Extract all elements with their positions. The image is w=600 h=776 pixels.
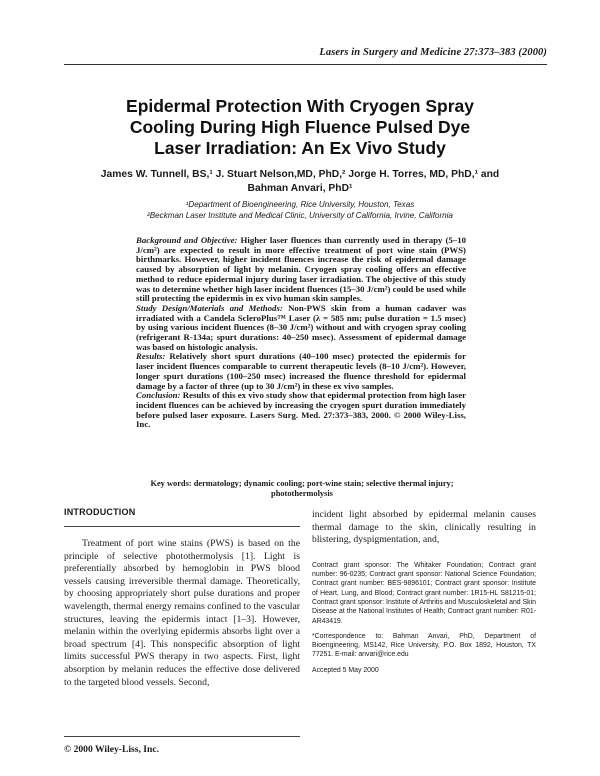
grant-footnote: Contract grant sponsor: The Whitaker Foundation; Contract grant number: 96-0235; Contract grant sponsor: National Science Foundation; Contract grant number: BES-9896101; Contract grant sponsor: Institute of Heart, Lung, and Blood; Contract grant number: 1R15-HL S81215-01; Contract grant sponsor: Institute of Arthritis and Musculoskeletal and Skin Disease at the National Institutes of Health; Contract grant number: R01-AR43419. (312, 561, 536, 625)
abstract-label: Study Design/Materials and Methods: (136, 302, 283, 313)
abstract (136, 236, 466, 430)
article-title (80, 96, 520, 159)
abstract-design (136, 304, 466, 353)
intro-continuation: incident light absorbed by epidermal melanin causes thermal damage to the skin, clinically resulting in blistering, dyspigmentation, and, (312, 509, 536, 546)
accepted-date: Accepted 5 May 2000 (312, 666, 379, 674)
affiliation-line: ²Beckman Laser Institute and Medical Clinic, University of California, Irvine, California (147, 210, 453, 220)
keywords: Key words: dermatology; dynamic cooling; port-wine stain; selective thermal injury; photothermolysis (150, 479, 454, 499)
affiliation-line: ¹Department of Bioengineering, Rice University, Houston, Texas (185, 200, 415, 209)
footnotes (312, 561, 536, 675)
author-list (80, 168, 520, 196)
abstract-label: Conclusion: (136, 390, 181, 401)
authors-line: James W. Tunnell, BS,¹ J. Stuart Nelson,MD, PhD,² Jorge H. Torres, MD, PhD,¹ and (100, 169, 500, 180)
footer-rule (64, 736, 300, 737)
right-column (312, 509, 536, 681)
authors-line: Bahman Anvari, PhD¹ (247, 183, 353, 194)
abstract-text: Results of this ex vivo study show that epidermal protection from high laser incident fluences can be achieved by increasing the cryogen spurt duration immediately before pulsed laser exposure. Lasers Surg. Med. 27:373–383, 2000. © 2000 Wiley-Liss, Inc. (136, 390, 466, 430)
header-rule (64, 64, 547, 65)
copyright: © 2000 Wiley-Liss, Inc. (64, 744, 160, 755)
section-rule (64, 526, 300, 527)
section-heading: INTRODUCTION (64, 507, 136, 517)
abstract-background (136, 236, 466, 304)
abstract-label: Background and Objective: (136, 235, 238, 245)
abstract-conclusion (136, 391, 466, 430)
title-line: Epidermal Protection With Cryogen Spray (126, 96, 474, 116)
abstract-label: Results: (136, 351, 166, 362)
abstract-results (136, 352, 466, 391)
abstract-text: Higher laser fluences than currently used in therapy (5–10 J/cm²) are expected to result in more effective treatment of port wine stain (PWS) birthmarks. However, higher incident fluences increase the risk of epidermal damage caused by absorption of light by melanin. Cryogen spray cooling offers an effective method to reduce epidermal injury during laser irradiation. The objective of this study was to determine whether high laser incident fluences (15–30 J/cm²) could be used while still protecting the epidermis in ex vivo human skin samples. (136, 235, 466, 304)
affiliations (80, 200, 520, 222)
correspondence-footnote: *Correspondence to: Bahman Anvari, PhD, Department of Bioengineering, MS142, Rice University, P.O. Box 1892, Houston, TX 77251. E-mail: anvari@rice.edu (312, 632, 536, 659)
title-line: Laser Irradiation: An Ex Vivo Study (154, 138, 446, 158)
journal-header: Lasers in Surgery and Medicine 27:373–383 (2000) (319, 47, 547, 58)
intro-paragraph: Treatment of port wine stains (PWS) is based on the principle of selective photothermolysis [1]. Light is preferentially absorbed by hemoglobin in PWS blood vessels causing irreversible thermal damage. Theoretically, by choosing appropriately short pulse durations and proper wavelength, thermal energy remains confined to the vascular structures, leaving the epidermis intact [1–3]. However, melanin within the overlying epidermis absorbs light over a broad spectrum [4]. This nonspecific absorption of light limits successful PWS therapy in two aspects. First, light absorption by melanin reduces the effective dose delivered to the targeted blood vessels. Second, (64, 538, 301, 688)
abstract-text: Relatively short spurt durations (40–100 msec) protected the epidermis for laser incident fluences comparable to current therapeutic levels (8–10 J/cm²). However, longer spurt durations (100–250 msec) increased the fluence threshold for epidermal damage by a factor of three (up to 30 J/cm²) in these ex vivo samples. (136, 351, 466, 391)
left-column (64, 507, 300, 689)
title-line: Cooling During High Fluence Pulsed Dye (129, 117, 471, 137)
abstract-text: Non-PWS skin from a human cadaver was irradiated with a Candela ScleroPlus™ Laser (λ = 585 nm; pulse duration = 1.5 msec) by using various incident fluences (8–30 J/cm²) without and with cryogen spray cooling (refrigerant R-134a; spurt durations: 40–250 msec). Assessment of epidermal damage was based on histologic analysis. (136, 302, 467, 352)
